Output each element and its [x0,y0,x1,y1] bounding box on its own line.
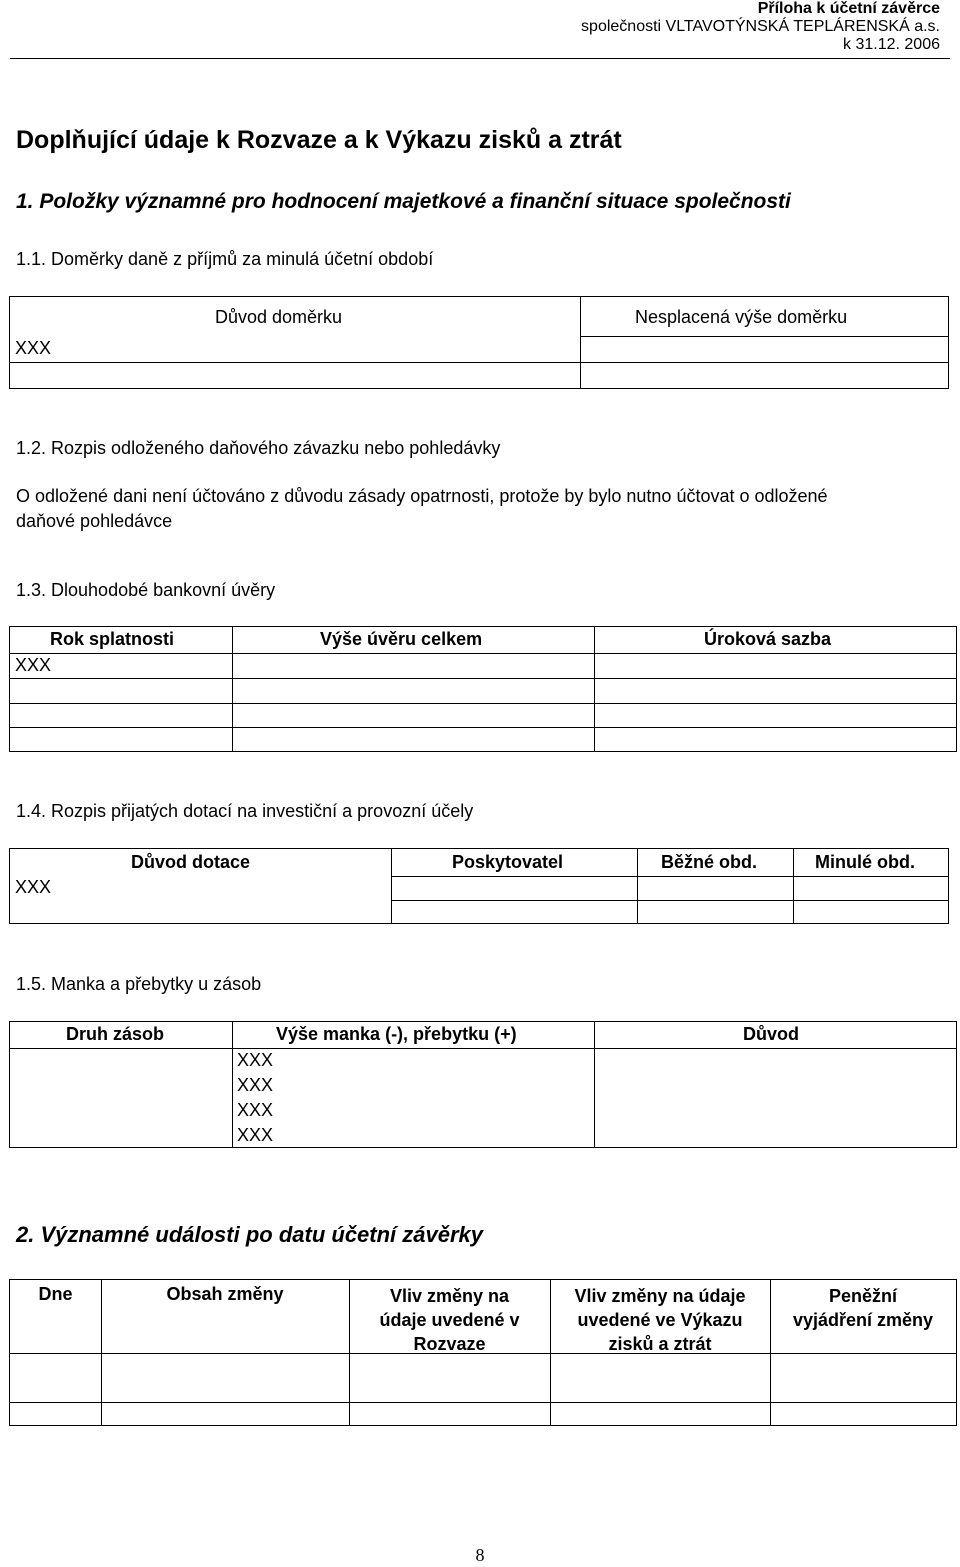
column-header-duvod: Důvod [743,1024,799,1044]
table-divider [391,849,392,923]
page-header [581,0,940,54]
table-divider [10,703,956,704]
column-header-nesplacena: Nesplacená výše doměrku [635,307,848,327]
column-header-duvod: Důvod doměrku [215,307,343,327]
text-line: daňové pohledávce [16,511,173,531]
header-line: Vliv změny na [389,1286,510,1306]
column-header-vyse-manka: Výše manka (-), přebytku (+) [276,1024,517,1044]
row-label: XXX [15,655,52,675]
table-dotace [9,848,949,924]
table-divider [232,627,233,751]
row-label: XXX [15,877,52,897]
header-line: zisků a ztrát [608,1334,712,1354]
header-date: k 31.12. 2006 [843,36,940,53]
column-header-urokova: Úroková sazba [704,629,832,649]
header-line: Vliv změny na údaje [574,1286,746,1306]
column-header-bezne: Běžné obd. [661,852,758,872]
column-header-duvod-dotace: Důvod dotace [131,852,251,872]
section-1-2-text [16,484,828,534]
column-header-vyse: Výše úvěru celkem [320,629,483,649]
table-divider [232,1022,233,1147]
header-title: Příloha k účetní závěrce [757,0,940,17]
section-1-4-heading: 1.4. Rozpis přijatých dotací na investiční a provozní účely [16,801,474,821]
section-1-2-heading: 1.2. Rozpis odloženého daňového závazku nebo pohledávky [16,438,501,458]
table-divider [391,876,948,877]
column-header-dne: Dne [38,1284,73,1304]
document-title: Doplňující údaje k Rozvaze a k Výkazu zisků a ztrát [16,126,622,154]
header-line: Rozvaze [413,1334,486,1354]
table-divider [594,1022,595,1147]
table-row: XXX [237,1125,274,1145]
column-header-obsah: Obsah změny [166,1284,284,1304]
page-number: 8 [475,1545,485,1565]
section-1-5-heading: 1.5. Manka a přebytky u zásob [16,974,262,994]
section-2-heading: 2. Významné události po datu účetní závěrky [16,1222,484,1247]
table-divider [594,627,595,751]
table-row: XXX [237,1100,274,1120]
table-udalosti [9,1279,957,1426]
column-header-rok: Rok splatnosti [50,629,175,649]
column-header-poskytovatel: Poskytovatel [452,852,564,872]
header-divider [10,58,950,59]
table-divider [10,653,956,654]
table-divider [10,1048,956,1049]
column-header-vliv-rozvaha [349,1284,550,1356]
column-header-druh: Druh zásob [66,1024,165,1044]
table-divider [580,297,581,388]
column-header-penezni [770,1284,956,1332]
table-divider [10,1402,956,1403]
text-line: O odložené dani není účtováno z důvodu zásady opatrnosti, protože by bylo nutno účtovat o odložené [16,486,828,506]
table-domerky [9,296,949,389]
table-row: XXX [237,1050,274,1070]
table-divider [10,362,580,363]
table-divider [391,900,948,901]
table-divider [580,336,948,337]
table-divider [637,849,638,923]
header-line: údaje uvedené v [379,1310,520,1330]
header-company: společnosti VLTAVOTÝNSKÁ TEPLÁRENSKÁ a.s. [581,18,940,35]
table-divider [580,362,948,363]
column-header-vliv-vykaz [550,1284,770,1356]
table-divider [10,678,956,679]
row-label: XXX [15,338,52,358]
column-header-minule: Minulé obd. [815,852,915,872]
table-divider [793,849,794,923]
header-line: Peněžní [828,1286,898,1306]
table-uvery [9,626,957,752]
table-divider [10,727,956,728]
section-1-1-heading: 1.1. Doměrky daně z příjmů za minulá účetní období [16,249,434,269]
section-1-heading: 1. Položky významné pro hodnocení majetkové a finanční situace společnosti [16,190,791,213]
table-manka [9,1021,957,1148]
section-1-3-heading: 1.3. Dlouhodobé bankovní úvěry [16,580,276,600]
header-line: uvedené ve Výkazu [577,1310,743,1330]
table-row: XXX [237,1075,274,1095]
header-line: vyjádření změny [792,1310,934,1330]
